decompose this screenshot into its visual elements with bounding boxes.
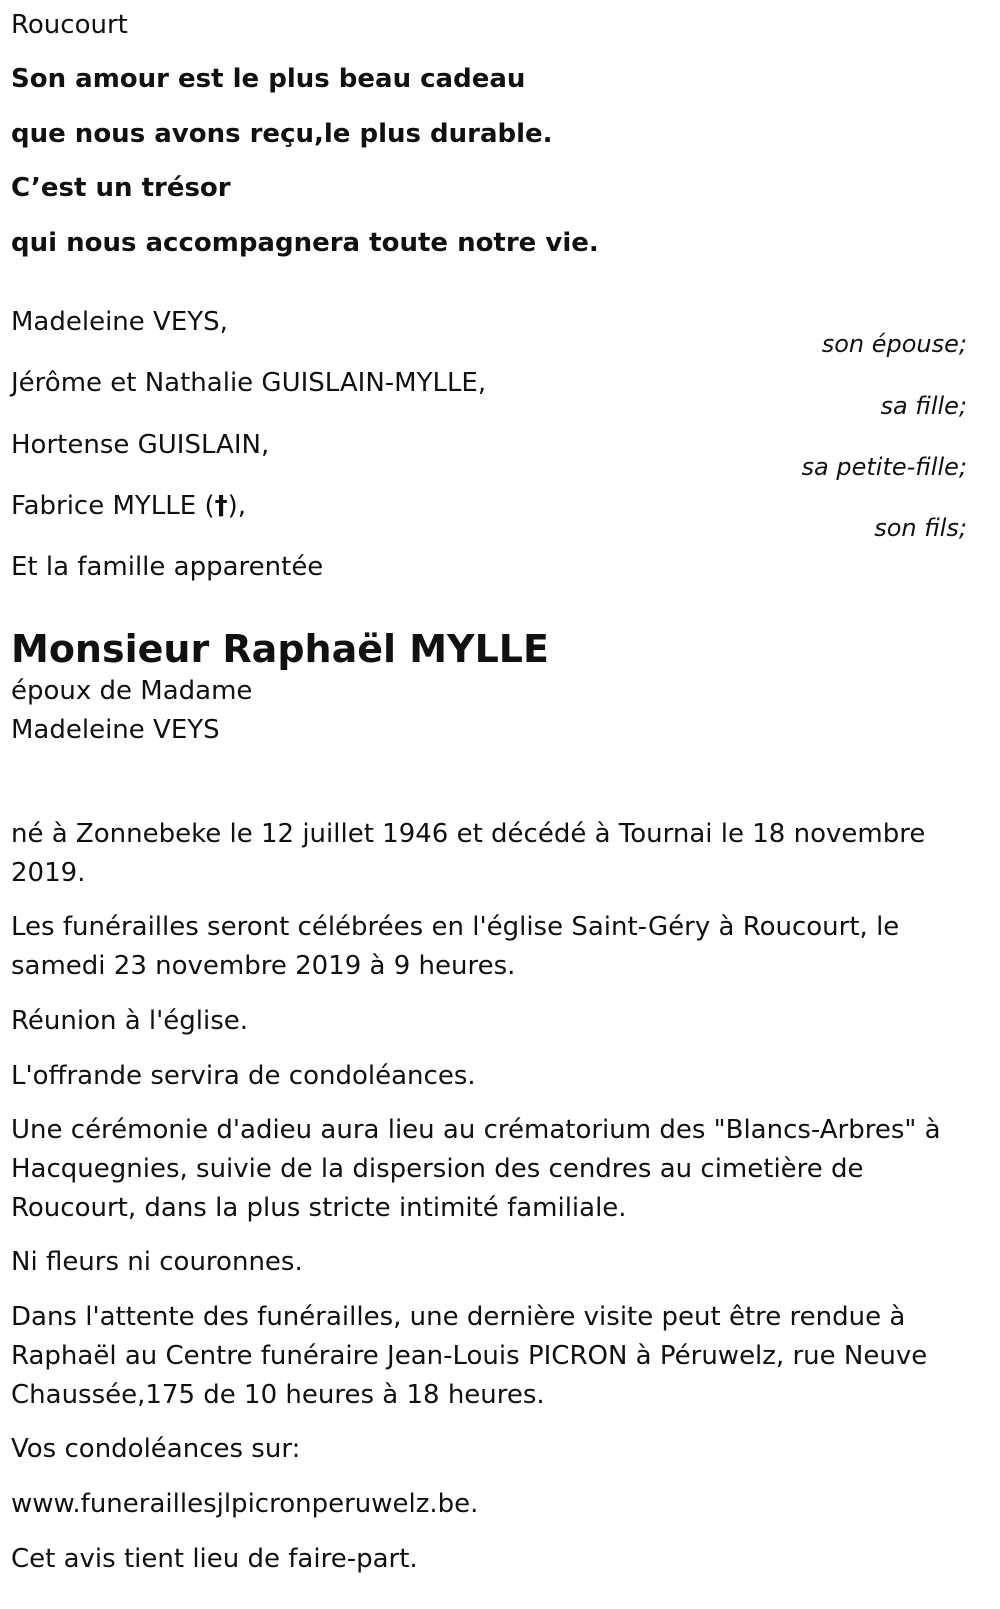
spouse-line: époux de Madame [11, 676, 253, 706]
spouse-line: Madeleine VEYS [11, 715, 220, 745]
funeral-paragraph: Les funérailles seront célébrées en l'église Saint-Géry à Roucourt, le samedi 23 novembre 2019 à 9 heures. [11, 912, 900, 981]
notice-closing: Cet avis tient lieu de faire-part. [11, 1544, 418, 1574]
location: Roucourt [11, 10, 128, 40]
family-member-name-prefix: Fabrice MYLLE ( [11, 491, 215, 521]
condolences-website: www.funeraillesjlpicronperuwelz.be. [11, 1489, 479, 1519]
deceased-name: Monsieur Raphaël MYLLE [11, 627, 549, 671]
family-member-name-suffix: ), [227, 491, 247, 521]
quote-line: que nous avons reçu,le plus durable. [11, 119, 553, 149]
offering-paragraph: L'offrande servira de condoléances. [11, 1061, 476, 1091]
visit-paragraph: Dans l'attente des funérailles, une dernière visite peut être rendue à Raphaël au Centre funéraire Jean-Louis PICRON à Péruwelz, rue Neuve Chaussée,175 de 10 heures à 18 heures. [11, 1302, 928, 1410]
family-member-relation: sa petite-fille; [801, 453, 967, 481]
flowers-paragraph: Ni fleurs ni couronnes. [11, 1247, 303, 1277]
ceremony-paragraph: Une cérémonie d'adieu aura lieu au crématorium des "Blancs-Arbres" à Hacquegnies, suivie de la dispersion des cendres au cimetière de Roucourt, dans la plus stricte intimité familiale. [11, 1115, 941, 1223]
family-member-relation: son fils; [874, 514, 967, 542]
family-member-name: Madeleine VEYS, [11, 307, 228, 337]
meeting-paragraph: Réunion à l'église. [11, 1006, 249, 1036]
family-member-name: Hortense GUISLAIN, [11, 430, 270, 460]
quote-line: qui nous accompagnera toute notre vie. [11, 228, 599, 258]
family-member-relation: sa fille; [880, 392, 967, 420]
family-closing: Et la famille apparentée [11, 552, 324, 582]
family-member-name: Jérôme et Nathalie GUISLAIN-MYLLE, [11, 368, 487, 398]
quote-line: C’est un trésor [11, 173, 231, 203]
family-member-relation: son épouse; [821, 330, 967, 358]
quote-line: Son amour est le plus beau cadeau [11, 64, 526, 94]
condolences-label: Vos condoléances sur: [11, 1434, 301, 1464]
cross-icon: † [214, 491, 228, 521]
birth-death-paragraph: né à Zonnebeke le 12 juillet 1946 et décédé à Tournai le 18 novembre 2019. [11, 819, 926, 888]
family-member-name [11, 489, 246, 523]
